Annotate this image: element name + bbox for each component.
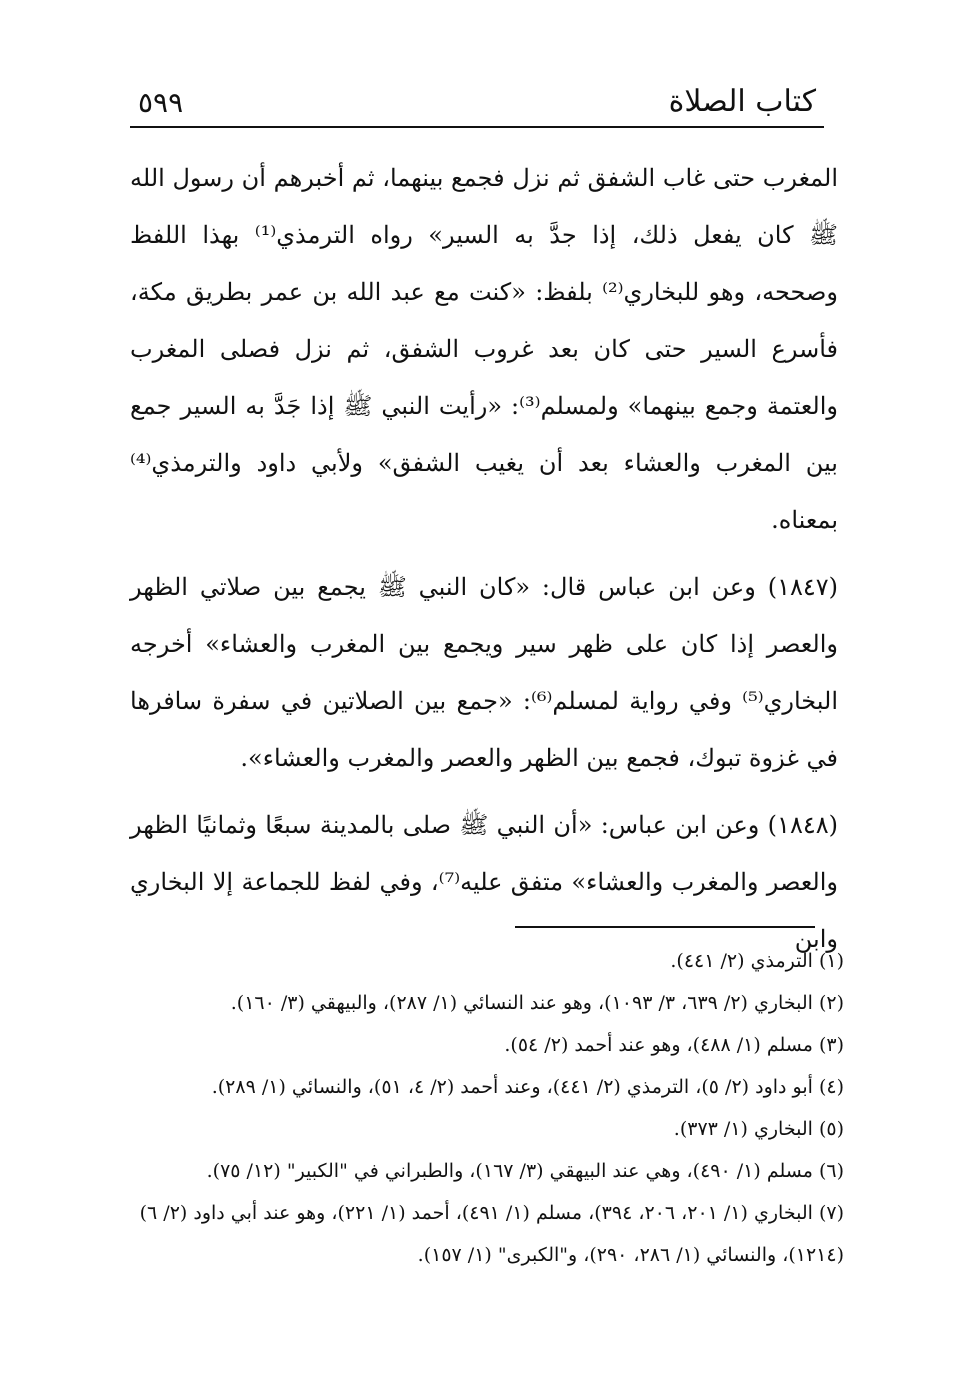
chapter-title: كتاب الصلاة [668,84,816,119]
footnotes [130,940,844,1276]
paragraph-text: المغرب حتى غاب الشفق ثم نزل فجمع بينهما، ثم أخبرهم أن رسول الله ﷺ كان يفعل ذلك، إذا جدَّ به السير» رواه الترمذي⁽¹⁾ بهذا اللفظ وصححه، وهو للبخاري⁽²⁾ بلفظ: «كنت مع عبد الله بن عمر بطريق مكة، فأسرع السير حتى كان بعد غروب الشفق، ثم نزل فصلى المغرب والعتمة وجمع بينهما» ولمسلم⁽³⁾: «رأيت النبي ﷺ إذا جَدَّ به السير جمع بين المغرب والعشاء بعد أن يغيب الشفق» ولأبي داود والترمذي⁽⁴⁾ بمعناه. [130,164,838,534]
footnote-4: (٤) أبو داود (٢/ ٥)، الترمذي (٢/ ٤٤١)، وعند أحمد (٢/ ٤، ٥١)، والنسائي (١/ ٢٨٩). [211,1076,844,1098]
footnote-7: (٧) البخاري (١/ ٢٠١، ٢٠٦، ٣٩٤)، مسلم (١/ ٤٩١)، أحمد (١/ ٢٢١)، وهو عند أبي داود (٢/ ٦) (١٢١٤)، والنسائي (١/ ٢٨٦، ٢٩٠)، و"الكبرى" (١/ ١٥٧). [139,1202,844,1266]
footnote-divider [515,926,815,928]
footnote-1: (١) الترمذي (٢/ ٤٤١). [670,950,844,972]
paragraph-1847 [130,559,838,787]
footnote-5: (٥) البخاري (١/ ٣٧٣). [673,1118,844,1140]
footnote-2: (٢) البخاري (٢/ ٦٣٩، ٣/ ١٠٩٣)، وهو عند النسائي (١/ ٢٨٧)، والبيهقي (٣/ ١٦٠). [230,992,844,1014]
hadith-number: (١٨٤٧) [767,573,838,601]
paragraph-continuation [130,150,838,549]
paragraph-text: وعن ابن عباس: «أن النبي ﷺ صلى بالمدينة سبعًا وثمانيًا الظهر والعصر والمغرب والعشاء» متفق عليه⁽⁷⁾، وفي لفظ للجماعة إلا البخاري وابن [130,811,838,953]
hadith-number: (١٨٤٨) [767,811,838,839]
page-number: ٥٩٩ [138,86,184,119]
footnote-3: (٣) مسلم (١/ ٤٨٨)، وهو عند أحمد (٢/ ٥٤). [504,1034,844,1056]
footnote-6: (٦) مسلم (١/ ٤٩٠)، وهي عند البيهقي (٣/ ١٦٧)، والطبراني في "الكبير" (١٢/ ٧٥). [206,1160,844,1182]
paragraph-text: وعن ابن عباس قال: «كان النبي ﷺ يجمع بين صلاتي الظهر والعصر إذا كان على ظهر سير ويجمع بين المغرب والعشاء» أخرجه البخاري⁽⁵⁾ وفي رواية لمسلم⁽⁶⁾: «جمع بين الصلاتين في سفرة سافرها في غزوة تبوك، فجمع بين الظهر والعصر والمغرب والعشاء». [130,573,838,772]
page-header [130,82,824,128]
main-text [130,150,838,968]
